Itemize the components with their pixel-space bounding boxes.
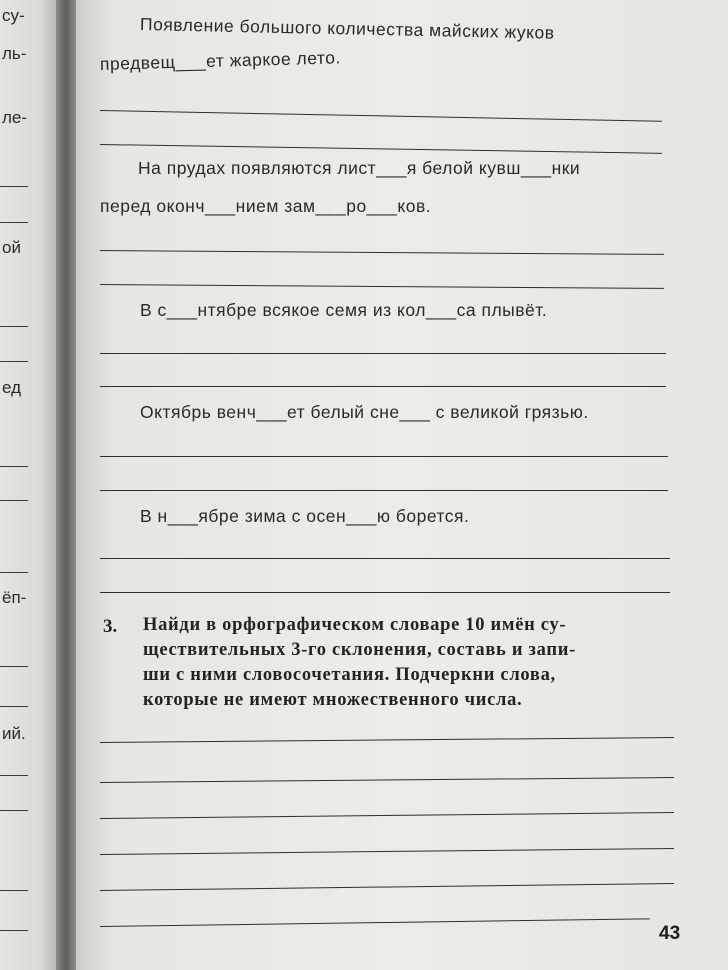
answer-line [100,490,668,491]
left-fragment: ий. [2,724,26,743]
answer-line [100,353,666,354]
left-line [0,222,28,223]
sentence-line: В н___ябре зима с осен___ю борется. [140,506,470,526]
page-number: 43 [659,923,681,944]
left-fragment: су- [2,6,25,25]
task-text-line: ши с ними словосочетания. Подчеркни слова, [143,665,556,685]
sentence-line: предвещ___ет жаркое лето. [99,47,342,74]
task-text-line: которые не имеют множественного числа. [143,690,523,710]
left-line [0,666,28,667]
left-line [0,890,28,891]
answer-line [100,386,666,387]
left-line [0,930,28,931]
answer-line [100,456,668,457]
sentence-line: Появление большого количества майских жуков [139,14,555,43]
left-fragment: ой [2,238,21,257]
left-line [0,572,28,573]
answer-line [100,558,670,559]
task-number: 3. [103,616,118,637]
left-line [0,326,28,327]
left-fragment: ед [2,378,22,397]
left-line [0,810,28,811]
left-line [0,500,28,501]
left-line [0,466,28,467]
sentence-line: На прудах появляются лист___я белой кувш___нки [138,158,581,178]
sentence-line: Октябрь венч___ет белый сне___ с великой грязью. [140,402,589,422]
book-gutter [56,0,78,970]
left-fragment: ле- [2,108,28,127]
task-text-line: ществительных 3-го склонения, составь и запи- [143,640,576,660]
sentence-line: В с___нтябре всякое семя из кол___са плывёт. [140,300,548,320]
left-line [0,186,28,187]
task-text-line: Найди в орфографическом словаре 10 имён су- [143,615,567,635]
left-fragment: ёп- [2,588,27,607]
left-fragment: ль- [2,44,27,63]
left-page-edge [0,0,58,970]
sentence-line: перед оконч___нием зам___ро___ков. [100,196,432,216]
left-line [0,775,28,776]
left-line [0,361,28,362]
left-line [0,706,28,707]
answer-line [100,592,670,593]
